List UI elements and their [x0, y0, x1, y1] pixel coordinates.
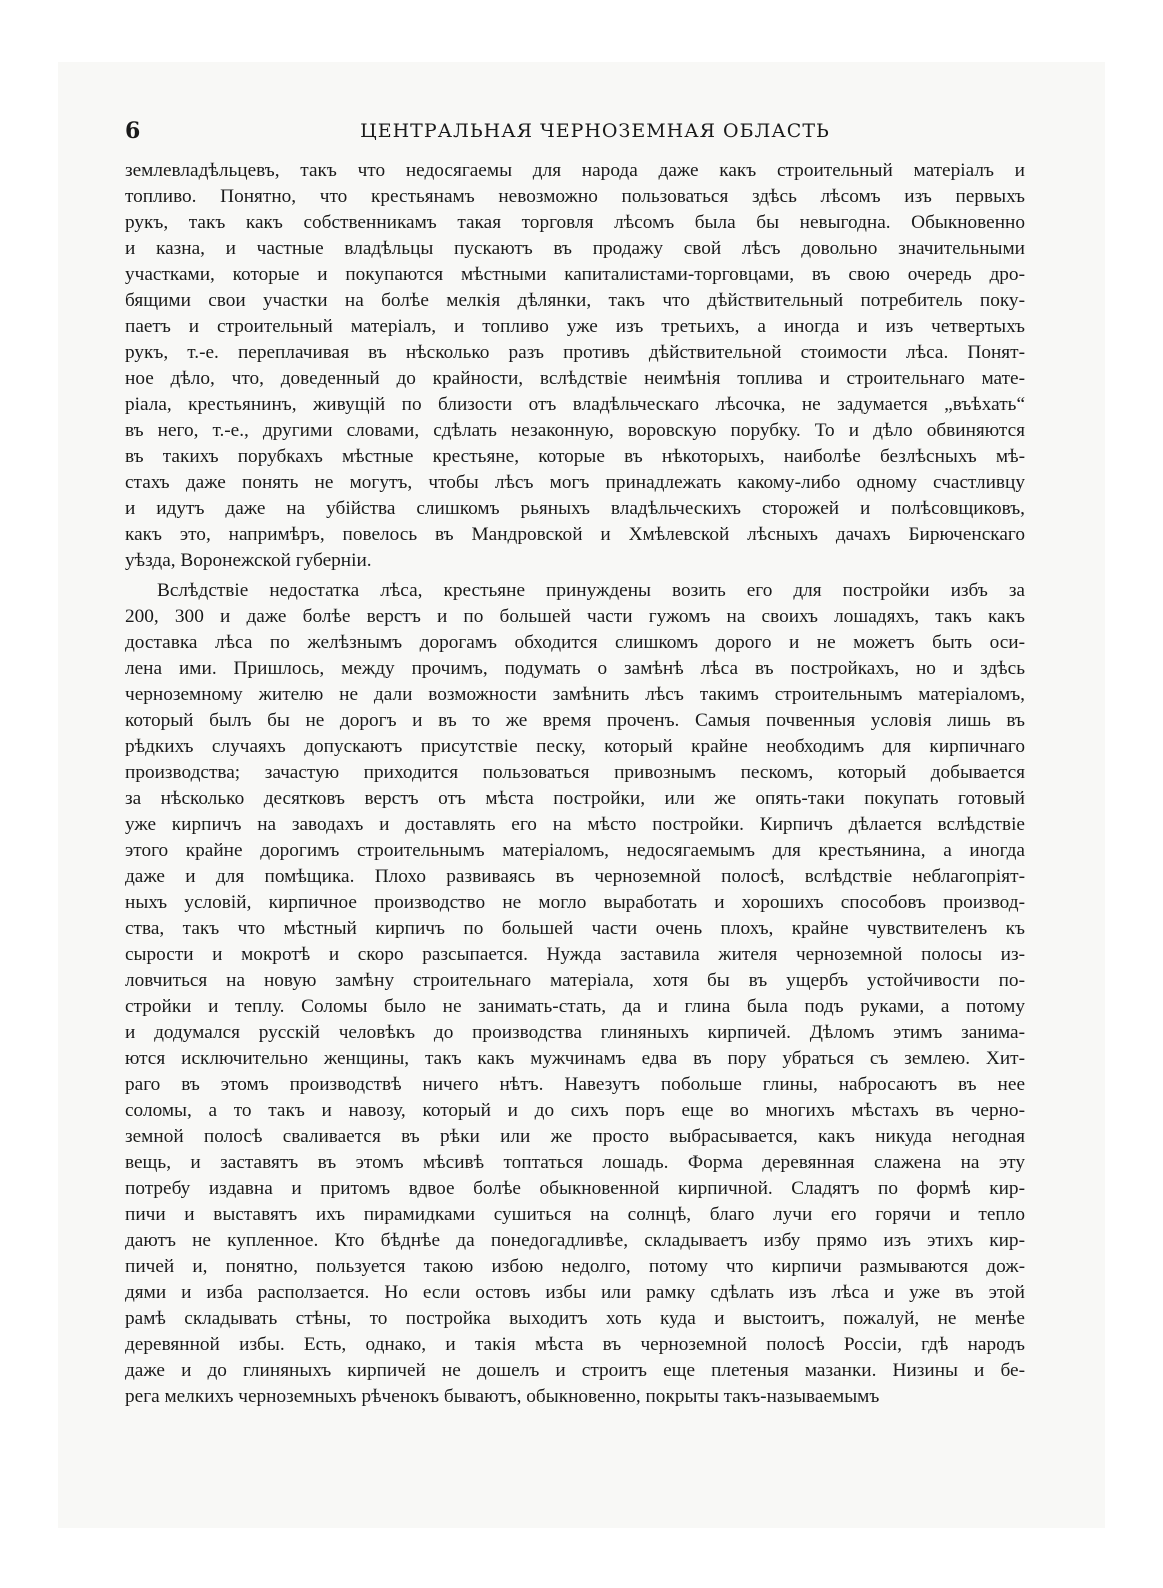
text-line: рукъ, т.-е. переплачивая въ нѣсколько разъ противъ дѣйствительной стоимости лѣса. Понят-	[125, 342, 1025, 363]
text-line: ріала, крестьянинъ, живущій по близости отъ владѣльческаго лѣсочка, не задумается „въѣхать“	[125, 394, 1025, 415]
text-line: ное дѣло, что, доведенный до крайности, вслѣдствіе неимѣнія топлива и строительнаго мате-	[125, 368, 1025, 389]
text-line: рукъ, такъ какъ собственникамъ такая торговля лѣсомъ была бы невыгодна. Обыкновенно	[125, 212, 1025, 233]
text-line: потребу издавна и притомъ вдвое болѣе обыкновенной кирпичной. Сладятъ по формѣ кир-	[125, 1178, 1025, 1199]
text-line: 200, 300 и даже болѣе верстъ и по большей части гужомъ на своихъ лошадяхъ, такъ какъ	[125, 606, 1025, 627]
paragraph-2	[125, 578, 1025, 1410]
text-line: въ такихъ порубкахъ мѣстные крестьяне, которые въ нѣкоторыхъ, наиболѣе безлѣсныхъ мѣ-	[125, 446, 1025, 467]
text-line: соломы, а то такъ и навозу, который и до сихъ поръ еще во многихъ мѣстахъ въ черно-	[125, 1100, 1025, 1121]
text-line: стахъ даже понять не могутъ, чтобы лѣсъ могъ принадлежать какому-либо одному счастливцу	[125, 472, 1025, 493]
text-line: лена ими. Пришлось, между прочимъ, подумать о замѣнѣ лѣса въ постройкахъ, но и здѣсь	[125, 658, 1025, 679]
text-line: земной полосѣ сваливается въ рѣки или же просто выбрасывается, какъ никуда негодная	[125, 1126, 1025, 1147]
text-line: бящими свои участки на болѣе мелкія дѣлянки, такъ что дѣйствительный потребитель поку-	[125, 290, 1025, 311]
text-line: рега мелкихъ черноземныхъ рѣченокъ бываютъ, обыкновенно, покрыты такъ-называемымъ	[125, 1386, 880, 1407]
page-header	[125, 118, 1025, 158]
text-line: рѣдкихъ случаяхъ допускаютъ присутствіе песку, который крайне необходимъ для кирпичнаго	[125, 736, 1025, 757]
text-line: стройки и теплу. Соломы было не занимать-стать, да и глина была подъ руками, а потому	[125, 996, 1025, 1017]
text-line: пичи и выставятъ ихъ пирамидками сушиться на солнцѣ, благо лучи его горячи и тепло	[125, 1204, 1025, 1225]
text-line: черноземному жителю не дали возможности замѣнить лѣсъ такимъ строительнымъ матеріаломъ,	[125, 684, 1025, 705]
text-line: землевладѣльцевъ, такъ что недосягаемы для народа даже какъ строительный матеріалъ и	[125, 160, 1025, 181]
paragraph-1	[125, 158, 1025, 574]
book-page	[125, 118, 1025, 1410]
text-line: какъ это, напримѣръ, повелось въ Мандровской и Хмѣлевской лѣсныхъ дачахъ Бирюченскаго	[125, 524, 1025, 545]
text-line: ныхъ условій, кирпичное производство не могло выработать и хорошихъ способовъ производ-	[125, 892, 1025, 913]
text-line: и додумался русскій человѣкъ до производства глиняныхъ кирпичей. Дѣломъ этимъ занима-	[125, 1022, 1025, 1043]
text-line: ются исключительно женщины, такъ какъ мужчинамъ едва въ пору убраться съ землею. Хит-	[125, 1048, 1025, 1069]
text-line: Вслѣдствіе недостатка лѣса, крестьяне принуждены возить его для постройки избъ за	[157, 580, 1025, 601]
text-line: за нѣсколько десятковъ верстъ отъ мѣста постройки, или же опять-таки покупать готовый	[125, 788, 1025, 809]
text-line: рамѣ складывать стѣны, то постройка выходитъ хоть куда и выстоитъ, пожалуй, не менѣе	[125, 1308, 1025, 1329]
text-line: даже и для помѣщика. Плохо развиваясь въ черноземной полосѣ, вслѣдствіе неблагопріят-	[125, 866, 1025, 887]
text-line: въ него, т.-е., другими словами, сдѣлать незаконную, воровскую порубку. То и дѣло обвиняются	[125, 420, 1025, 441]
text-line: вещь, и заставятъ въ этомъ мѣсивѣ топтаться лошадь. Форма деревянная слажена на эту	[125, 1152, 1025, 1173]
text-line: даютъ не купленное. Кто бѣднѣе да понедогадливѣе, складываетъ избу прямо изъ этихъ кир-	[125, 1230, 1025, 1251]
text-line: который былъ бы не дорогъ и въ то же время проченъ. Самыя почвенныя условія лишь въ	[125, 710, 1025, 731]
text-line: и казна, и частные владѣльцы пускаютъ въ продажу свой лѣсъ довольно значительными	[125, 238, 1025, 259]
text-line: раго въ этомъ производствѣ ничего нѣтъ. Навезутъ побольше глины, набросаютъ въ нее	[125, 1074, 1025, 1095]
text-line: деревянной избы. Есть, однако, и такія мѣста въ черноземной полосѣ Россіи, гдѣ народъ	[125, 1334, 1025, 1355]
text-line: уже кирпичъ на заводахъ и доставлять его на мѣсто постройки. Кирпичъ дѣлается вслѣдствіе	[125, 814, 1025, 835]
text-line: доставка лѣса по желѣзнымъ дорогамъ обходится слишкомъ дорого и не можетъ быть оси-	[125, 632, 1025, 653]
text-line: пичей и, понятно, пользуется такою избою недолго, потому что кирпичи размываются дож-	[125, 1256, 1025, 1277]
text-line: и идутъ даже на убійства слишкомъ рьяныхъ владѣльческихъ сторожей и полѣсовщиковъ,	[125, 498, 1025, 519]
text-line: сырости и мокротѣ и скоро разсыпается. Нужда заставила жителя черноземной полосы из-	[125, 944, 1025, 965]
text-line: производства; зачастую приходится пользоваться привознымъ пескомъ, который добывается	[125, 762, 1025, 783]
text-line: этого крайне дорогимъ строительнымъ матеріаломъ, недосягаемымъ для крестьянина, а иногда	[125, 840, 1025, 861]
page-number: 6	[125, 118, 141, 144]
text-line: топливо. Понятно, что крестьянамъ невозможно пользоваться здѣсь лѣсомъ изъ первыхъ	[125, 186, 1025, 207]
text-line: уѣзда, Воронежской губерніи.	[125, 550, 372, 571]
text-line: участками, которые и покупаются мѣстными капиталистами-торговцами, въ свою очередь дро-	[125, 264, 1025, 285]
text-line: дями и изба расползается. Но если остовъ избы или рамку сдѣлать изъ лѣса и уже въ этой	[125, 1282, 1025, 1303]
text-line: паетъ и строительный матеріалъ, и топливо уже изъ третьихъ, а иногда и изъ четвертыхъ	[125, 316, 1025, 337]
text-line: даже и до глиняныхъ кирпичей не дошелъ и строитъ еще плетеныя мазанки. Низины и бе-	[125, 1360, 1025, 1381]
text-line: ловчиться на новую замѣну строительнаго матеріала, хотя бы въ ущербъ устойчивости по-	[125, 970, 1025, 991]
running-title: ЦЕНТРАЛЬНАЯ ЧЕРНОЗЕМНАЯ ОБЛАСТЬ	[360, 120, 830, 142]
text-line: ства, такъ что мѣстный кирпичъ по большей части очень плохъ, крайне чувствителенъ къ	[125, 918, 1025, 939]
